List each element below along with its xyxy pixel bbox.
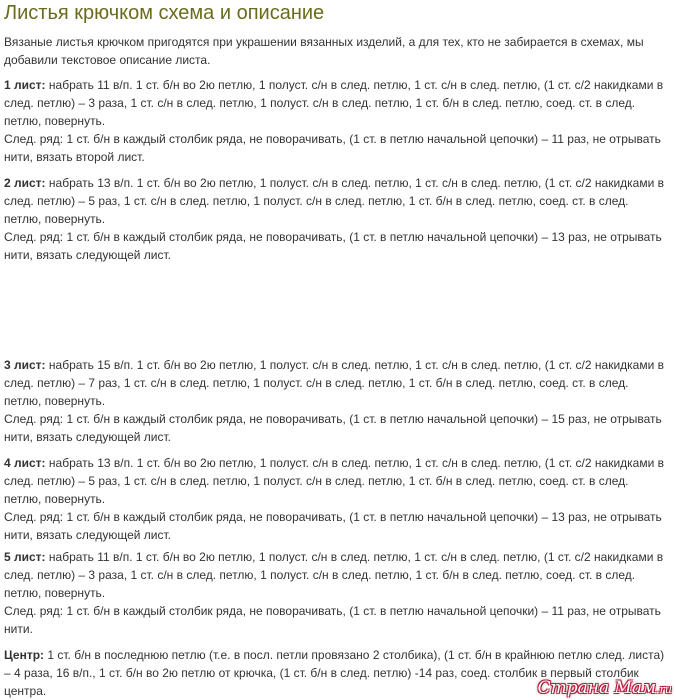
leaf-3-next-row: След. ряд: 1 ст. б/н в каждый столбик ряда, не поворачивать, (1 ст. в петлю начальной цепочки) – 15 раз, не отрывать нити, вязать следующей лист.: [4, 412, 662, 444]
center-body: 1 ст. б/н в последнюю петлю (т.е. в посл. петли провязано 2 столбика), (1 ст. б/н в крайнюю петлю след. листа) – 4 раза, 16 в/п., 1 ст. б/н во 2ю петлю от крючка, (1 ст. б/н в след. петлю) -14 раз, соед. столбик в первый столбик центра.: [4, 648, 665, 698]
leaf-4-instructions: [4, 454, 668, 508]
leaf-2-body: набрать 13 в/п. 1 ст. б/н во 2ю петлю, 1 полуст. с/н в след. петлю, 1 ст. с/н в след. петлю, (1 ст. с/2 накидками в след. петлю) – 5 раз, 1 ст. с/н в след. петлю, 1 полуст. с/н в след. петлю, 1 ст. б/н в след. петлю, соед. ст. в след. петлю, повернуть.: [4, 176, 665, 226]
leaf-3-label: 3 лист:: [4, 358, 46, 372]
page-title: Листья крючком схема и описание: [4, 2, 325, 24]
leaf-5-next-row: След. ряд: 1 ст. б/н в каждый столбик ряда, не поворачивать, (1 ст. в петлю начальной цепочки) – 11 раз, не отрывать нити.: [4, 604, 661, 636]
watermark-text: Страна Мам: [537, 678, 657, 698]
watermark-domain: .ru: [656, 683, 672, 696]
leaf-3-body: набрать 15 в/п. 1 ст. б/н во 2ю петлю, 1 полуст. с/н в след. петлю, 1 ст. с/н в след. петлю, (1 ст. с/2 накидками в след. петлю) – 7 раз, 1 ст. с/н в след. петлю, 1 полуст. с/н в след. петлю, 1 ст. б/н в след. петлю, соед. ст. в след. петлю, повернуть.: [4, 358, 665, 408]
site-watermark-logo: [538, 678, 672, 698]
leaf-2-next-row: След. ряд: 1 ст. б/н в каждый столбик ряда, не поворачивать, (1 ст. в петлю начальной цепочки) – 13 раз, не отрывать нити, вязать следующей лист.: [4, 230, 662, 262]
leaf-5-body: набрать 11 в/п. 1 ст. б/н во 2ю петлю, 1 полуст. с/н в след. петлю, 1 ст. с/н в след. петлю, (1 ст. с/2 накидками в след. петлю) – 3 раза, 1 ст. с/н в след. петлю, 1 полуст. с/н в след. петлю, 1 ст. б/н в след. петлю, соед. ст. в след. петлю, повернуть.: [4, 550, 664, 600]
leaf-4-section: [4, 454, 668, 544]
leaf-4-next-row: След. ряд: 1 ст. б/н в каждый столбик ряда, не поворачивать, (1 ст. в петлю начальной цепочки) – 13 раз, не отрывать нити, вязать следующей лист.: [4, 510, 662, 542]
leaf-1-body: набрать 11 в/п. 1 ст. б/н во 2ю петлю, 1 полуст. с/н в след. петлю, 1 ст. с/н в след. петлю, (1 ст. с/2 накидками в след. петлю) – 3 раза, 1 ст. с/н в след. петлю, 1 полуст. с/н в след. петлю, 1 ст. б/н в след. петлю, соед. ст. в след. петлю, повернуть.: [4, 78, 664, 128]
leaf-2-instructions: [4, 174, 668, 228]
leaf-1-next-row: След. ряд: 1 ст. б/н в каждый столбик ряда, не поворачивать, (1 ст. в петлю начальной цепочки) – 11 раз, не отрывать нити, вязать второй лист.: [4, 132, 661, 164]
center-label: Центр:: [4, 648, 45, 662]
leaf-4-body: набрать 13 в/п. 1 ст. б/н во 2ю петлю, 1 полуст. с/н в след. петлю, 1 ст. с/н в след. петлю, (1 ст. с/2 накидками в след. петлю) – 5 раз, 1 ст. с/н в след. петлю, 1 полуст. с/н в след. петлю, 1 ст. б/н в след. петлю, соед. ст. в след. петлю, повернуть.: [4, 456, 665, 506]
leaf-3-instructions: [4, 356, 668, 410]
leaf-1-instructions: [4, 76, 668, 130]
leaf-5-section: [4, 548, 668, 638]
leaf-2-section: [4, 174, 668, 264]
leaf-5-label: 5 лист:: [4, 550, 46, 564]
leaf-2-label: 2 лист:: [4, 176, 46, 190]
intro-paragraph: Вязаные листья крючком пригодятся при украшении вязанных изделий, а для тех, кто не забирается в схемах, мы добавили текстовое описание листа.: [4, 35, 644, 67]
leaf-4-label: 4 лист:: [4, 456, 46, 470]
leaf-1-section: [4, 76, 668, 166]
leaf-3-section: [4, 356, 668, 446]
leaf-5-instructions: [4, 548, 668, 602]
leaf-1-label: 1 лист:: [4, 78, 46, 92]
